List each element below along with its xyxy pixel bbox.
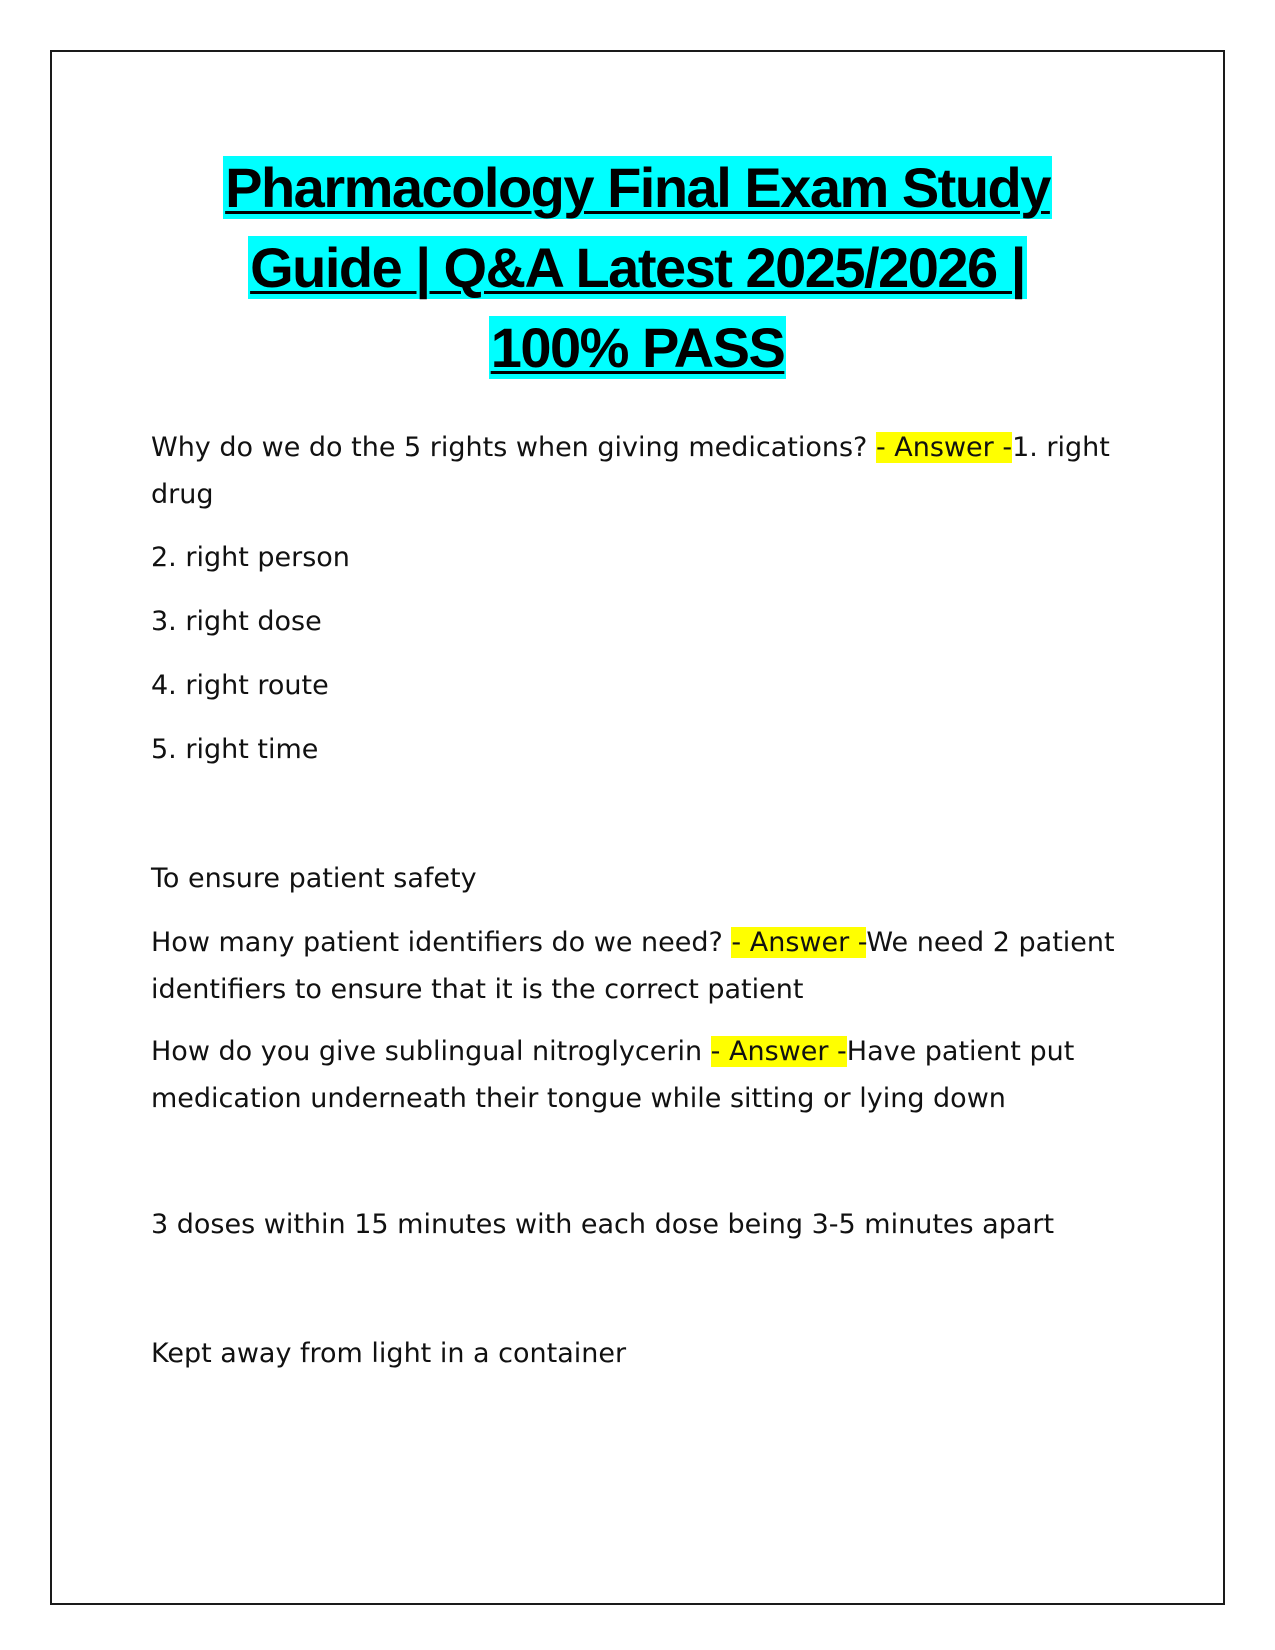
answer-line: 5. right time xyxy=(151,734,319,765)
answer-label: - Answer - xyxy=(875,432,1013,463)
question-2: How many patient identifiers do we need? - Answer -We need 2 patient identifiers to ensure that it is the correct patient xyxy=(151,927,1115,1005)
answer-label: - Answer - xyxy=(710,1036,847,1067)
question-1: Why do we do the 5 rights when giving medications? - Answer -1. right drug xyxy=(151,432,1110,510)
answer-line: 2. right person xyxy=(151,542,350,573)
answer-line: 3 doses within 15 minutes with each dose being 3-5 minutes apart xyxy=(151,1209,1055,1240)
answer-line: 3. right dose xyxy=(151,606,322,637)
title-line-1: Pharmacology Final Exam Study xyxy=(225,156,1050,219)
question-3: How do you give sublingual nitroglycerin - Answer -Have patient put medication underneath their tongue while sitting or lying down xyxy=(151,1036,1075,1114)
answer-line: 4. right route xyxy=(151,670,329,701)
answer-line: Kept away from light in a container xyxy=(151,1338,627,1369)
answer-label: - Answer - xyxy=(731,927,867,958)
title-line-3: 100% PASS xyxy=(490,316,785,379)
title-line-2: Guide | Q&A Latest 2025/2026 | xyxy=(250,236,1025,299)
answer-line: To ensure patient safety xyxy=(151,863,477,894)
document-title xyxy=(150,148,1125,388)
